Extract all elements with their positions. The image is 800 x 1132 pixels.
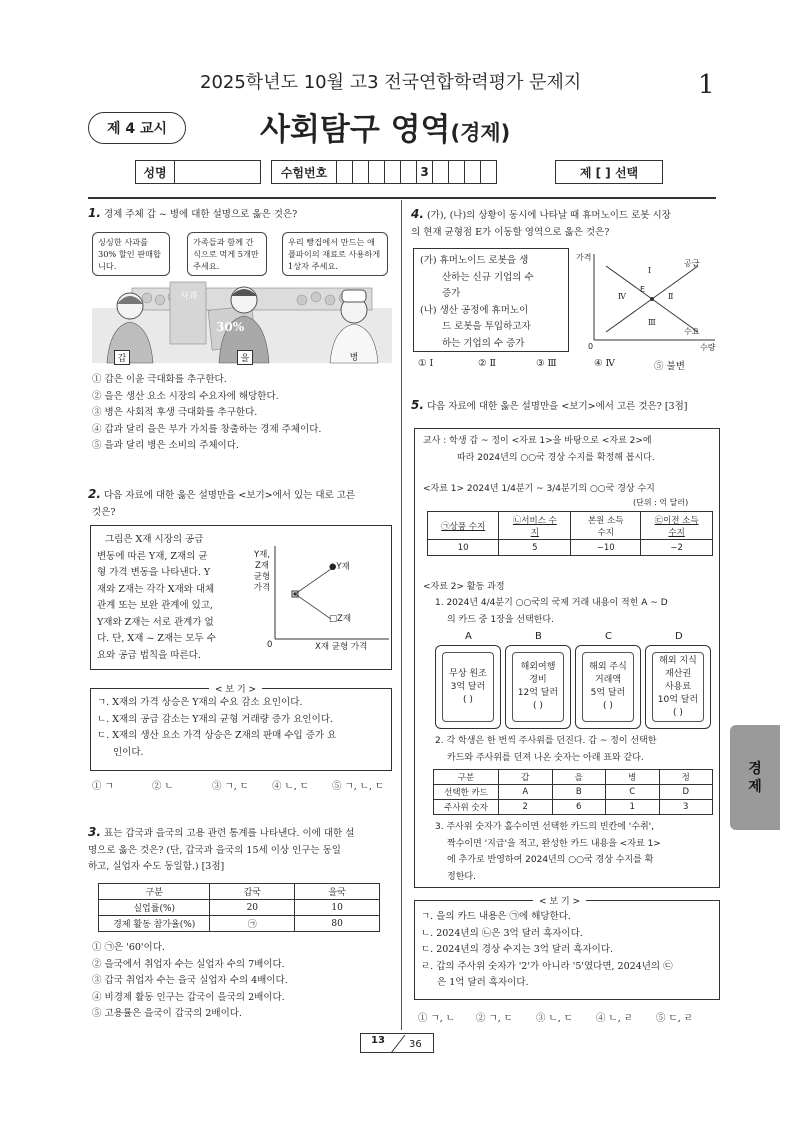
q5-t2-td: 3 xyxy=(659,800,713,815)
q3-td: ㉠ xyxy=(210,916,295,932)
q4-graph-demand: 수요 xyxy=(684,327,700,336)
q2-stem xyxy=(88,486,393,521)
q2-graph-xlabel: X재 균형 가격 xyxy=(315,642,368,652)
q5-data1-th xyxy=(571,512,641,540)
q4-region-2: Ⅱ xyxy=(668,292,674,301)
q2-option-3[interactable]: ③ ㄱ, ㄷ xyxy=(212,781,249,792)
q2-bogi-item: ㄷ. X재의 생산 요소 가격 상승은 Z재의 판매 수입 증가 요 xyxy=(97,730,337,741)
q5-card-text: ( ) xyxy=(603,701,613,711)
q5-card-text: ( ) xyxy=(463,694,473,705)
q5-teacher-line: 교사 : 학생 갑 ~ 정이 <자료 1>을 바탕으로 <자료 2>에 xyxy=(423,436,652,446)
q1-option-2[interactable]: ② 을은 생산 요소 시장의 수요자에 해당한다. xyxy=(92,390,279,402)
q2-bogi-item: ㄱ. X재의 가격 상승은 Y재의 수요 감소 요인이다. xyxy=(97,697,303,708)
q5-step2-line: 카드와 주사위를 던져 나온 숫자는 아래 표와 같다. xyxy=(447,752,644,763)
q5-option-4[interactable]: ④ ㄴ, ㄹ xyxy=(596,1013,633,1024)
q3-option-2[interactable]: ② 을국에서 취업자 수는 실업자 수의 7배이다. xyxy=(92,958,285,970)
q2-option-1[interactable]: ① ㄱ xyxy=(92,781,114,792)
q2-ylabel-line: Z재 xyxy=(254,561,270,571)
q5-card-a-label: A xyxy=(465,631,472,642)
q3-stem xyxy=(88,824,393,876)
q4-stem-line: (가), (나)의 상황이 동시에 나타날 때 휴머노이드 로봇 시장 xyxy=(426,210,671,221)
q3-stem-line: 하고, 실업자 수도 동일함.) [3점] xyxy=(88,861,225,872)
q5-stem-text: 다음 자료에 대한 옳은 설명만을 <보기>에서 고른 것은? [3점] xyxy=(426,401,688,412)
q5-t2-th: 을 xyxy=(552,770,606,785)
q1-person-gab-label: 갑 xyxy=(114,350,130,365)
q5-data1-unit: (단위 : 억 달러) xyxy=(633,498,689,507)
q2-desc-line: 그림은 X재 시장의 공급 xyxy=(105,534,204,545)
q5-th-text: ㉢이전 소득 수지 xyxy=(654,515,699,538)
q4-na-line: 하는 기업의 수 증가 xyxy=(442,337,525,349)
exam-no-cell[interactable] xyxy=(385,161,401,184)
side-tab-char: 제 xyxy=(748,778,762,795)
q2-desc-line: 관계 또는 보완 관계에 있고, xyxy=(97,600,214,611)
q2-desc-line: 형 가격 변동을 나타낸다. Y xyxy=(97,567,211,578)
q5-card-d[interactable] xyxy=(645,645,711,729)
q3-td: 경제 활동 참가율(%) xyxy=(99,916,210,932)
q5-t2-td: 2 xyxy=(499,800,553,815)
q4-graph-supply: 공급 xyxy=(684,259,700,268)
q3-option-3[interactable]: ③ 갑국 취업자 수는 을국 실업자 수의 4배이다. xyxy=(92,975,288,986)
q2-bogi-box xyxy=(90,685,392,771)
name-label: 성명 xyxy=(136,161,175,184)
q5-options xyxy=(418,1010,718,1026)
q3-stem-line: 표는 갑국과 을국의 고용 관련 통계를 나타낸다. 이에 대한 설 xyxy=(103,828,355,839)
exam-no-digit: 3 xyxy=(417,161,433,184)
q1-sale-text: 30% xyxy=(216,320,245,334)
exam-no-cell[interactable] xyxy=(481,161,497,184)
q2-ylabel-line: 가격 xyxy=(253,583,271,593)
q1-option-3[interactable]: ③ 병은 사회적 후생 극대화를 추구한다. xyxy=(92,407,258,418)
q5-data1-td: −2 xyxy=(641,540,713,556)
q3-options xyxy=(92,940,392,1023)
q5-data2-title: <자료 2> 활동 과정 xyxy=(423,582,505,592)
q1-option-4[interactable]: ④ 갑과 달리 을은 부가 가치를 창출하는 경제 주체이다. xyxy=(92,423,322,435)
q4-region-1: Ⅰ xyxy=(648,266,652,275)
exam-no-cell[interactable] xyxy=(433,161,449,184)
info-row xyxy=(135,160,665,184)
q5-t2-th: 갑 xyxy=(499,770,553,785)
subject-main: 사회탐구 영역 xyxy=(260,112,451,148)
q1-stem: 경제 주체 갑 ~ 병에 대한 설명으로 옳은 것은? xyxy=(103,209,298,220)
q5-data1-title: <자료 1> 2024년 1/4분기 ~ 3/4분기의 ○○국 경상 수지 xyxy=(423,484,655,494)
q3-option-4[interactable]: ④ 비경제 활동 인구는 갑국이 을국의 2배이다. xyxy=(92,991,285,1003)
q5-table2 xyxy=(433,769,713,815)
q5-data1-td: 5 xyxy=(499,540,571,556)
q5-card-text: 재산권 xyxy=(664,668,692,679)
q5-step1-line: 1. 2024년 4/4분기 ○○국의 국제 거래 내용이 적힌 A ~ D xyxy=(435,598,668,608)
q3-stem-line: 명으로 옳은 것은? (단, 갑국과 을국의 15세 이상 인구는 동일 xyxy=(88,844,341,856)
q4-graph-ylabel: 가격 xyxy=(576,253,592,262)
q1-bubble-gab: 싱싱한 사과를 30% 할인 판매합니다. xyxy=(92,232,170,276)
q5-data1-th xyxy=(428,512,499,540)
q5-t2-td: C xyxy=(606,785,660,800)
q3-option-5[interactable]: ⑤ 고용률은 을국이 갑국의 2배이다. xyxy=(92,1008,242,1019)
q1-illustration xyxy=(92,228,392,368)
q3-td: 실업률(%) xyxy=(99,900,210,916)
q3-number: 3. xyxy=(88,825,101,839)
q4-graph-xlabel: 수량 xyxy=(700,343,716,352)
q5-bogi-title: < 보 기 > xyxy=(533,894,586,907)
q4-na-line: (나) 생산 공정에 휴머노이 xyxy=(420,304,529,316)
q2-desc-line: 다. 단, X재 ~ Z재는 모두 수 xyxy=(97,633,216,644)
q5-step3-line: 정한다. xyxy=(447,871,476,882)
q2-ylabel-line: Y재, xyxy=(253,550,271,560)
q4-option-5[interactable]: ⑤ 불변 xyxy=(654,361,685,372)
q5-bogi-item: 은 1억 달러 흑자이다. xyxy=(437,977,529,988)
q5-t2-th: 구분 xyxy=(434,770,499,785)
q1-bubble-eul: 가족들과 함께 간식으로 먹게 5개만 주세요. xyxy=(187,232,267,276)
q5-card-b[interactable] xyxy=(505,645,571,729)
q5-option-3[interactable]: ③ ㄴ, ㄷ xyxy=(536,1013,573,1024)
q5-card-c-label: C xyxy=(605,631,612,642)
exam-no-cell[interactable] xyxy=(401,161,417,184)
choice-label[interactable]: 제 [ ] 선택 xyxy=(556,161,663,184)
q1-sign-text: 사과 xyxy=(180,292,198,302)
q2-description xyxy=(97,532,245,664)
q4-options xyxy=(418,358,718,374)
q3-td: 20 xyxy=(210,900,295,916)
q2-option-4[interactable]: ④ ㄴ, ㄷ xyxy=(272,781,309,792)
q2-bogi-item: ㄴ. X재의 공급 감소는 Y재의 균형 거래량 증가 요인이다. xyxy=(97,713,333,725)
q4-option-2[interactable]: ② Ⅱ xyxy=(478,358,496,369)
q4-stem xyxy=(411,206,717,241)
q3-table xyxy=(98,883,380,932)
q5-t2-td: 주사위 숫자 xyxy=(434,800,499,815)
footer-total: 36 xyxy=(409,1039,422,1050)
q5-card-text: 사용료 xyxy=(664,681,692,692)
page-number: 1 xyxy=(698,70,715,100)
q4-stem-line: 의 현재 균형점 E가 이동할 영역으로 옳은 것은? xyxy=(411,226,610,238)
q1-person-eul-label: 을 xyxy=(237,350,253,365)
footer-page: 13 xyxy=(371,1035,385,1046)
exam-no-cell[interactable] xyxy=(337,161,353,184)
q4-graph-point: E xyxy=(640,285,646,294)
side-tab-char: 경 xyxy=(748,760,762,777)
header-rule xyxy=(88,197,716,199)
exam-title: 2025학년도 10월 고3 전국연합학력평가 문제지 xyxy=(200,72,582,93)
q2-desc-line: Y재와 Z재는 서로 관계가 없 xyxy=(97,616,214,628)
q5-data-box xyxy=(414,428,720,888)
q5-number: 5. xyxy=(411,398,424,412)
q5-th-text: 본원 소득 수지 xyxy=(587,515,624,538)
q2-z-series-label: □Z재 xyxy=(329,614,352,624)
q5-card-c[interactable] xyxy=(575,645,641,729)
q2-desc-line: 요와 공급 법칙을 따른다. xyxy=(97,649,201,661)
market-scene xyxy=(92,228,392,368)
q2-ylabel-line: 균형 xyxy=(253,572,271,582)
q2-graph-origin: 0 xyxy=(267,640,273,650)
q5-card-text: ( ) xyxy=(533,701,543,711)
q1-person-byeong-label: 병 xyxy=(349,353,359,363)
q5-card-text: 해외여행 xyxy=(520,662,556,672)
q3-th: 구분 xyxy=(99,884,210,900)
q4-ga-line: 산하는 신규 기업의 수 xyxy=(442,271,534,283)
q4-graph-origin: 0 xyxy=(588,342,594,351)
q2-stem-line2: 것은? xyxy=(92,506,116,518)
subject-sub: (경제) xyxy=(450,121,511,145)
q5-card-text: 무상 원조 xyxy=(449,668,487,679)
q5-card-text: ( ) xyxy=(673,707,683,718)
subject-side-tab xyxy=(730,725,780,830)
q5-card-text: 경비 xyxy=(529,675,547,685)
q1-option-5[interactable]: ⑤ 을과 달리 병은 소비의 주체이다. xyxy=(92,440,239,451)
q4-na-line: 드 로봇을 투입하고자 xyxy=(442,321,531,332)
q2-number: 2. xyxy=(88,487,101,501)
q5-card-text: 해외 주식 xyxy=(589,662,627,672)
exam-no-cell[interactable] xyxy=(465,161,481,184)
q3-td: 80 xyxy=(295,916,380,932)
q5-data1-td: −10 xyxy=(571,540,641,556)
q5-option-2[interactable]: ② ㄱ, ㄷ xyxy=(476,1013,513,1024)
q4-number: 4. xyxy=(411,207,424,221)
q2-y-series-label: ●Y재 xyxy=(329,562,350,572)
q5-step3-line: 짝수이면 '지급'을 적고, 완성한 카드 내용을 <자료 1> xyxy=(447,838,661,849)
q4-option-4[interactable]: ④ Ⅳ xyxy=(594,358,616,369)
q2-bogi-title: < 보 기 > xyxy=(209,682,262,695)
q5-t2-th: 정 xyxy=(659,770,713,785)
q3-option-1[interactable]: ① ㉠은 '60'이다. xyxy=(92,942,165,953)
q5-step3-line: 에 추가로 반영하여 2024년의 ○○국 경상 수지를 확 xyxy=(447,855,654,865)
q4-option-3[interactable]: ③ Ⅲ xyxy=(536,358,557,369)
q1-number: 1. xyxy=(88,206,101,220)
q1-options xyxy=(92,372,392,455)
q5-option-1[interactable]: ① ㄱ, ㄴ xyxy=(418,1013,455,1024)
q5-t2-td: A xyxy=(499,785,553,800)
q5-bogi-item: ㄹ. 갑의 주사위 숫자가 '2'가 아니라 '5'였다면, 2024년의 ㉢ xyxy=(421,960,673,972)
q5-data1-th xyxy=(499,512,571,540)
q5-t2-td: 6 xyxy=(552,800,606,815)
q5-stem xyxy=(411,398,721,412)
q5-data1-td: 10 xyxy=(428,540,499,556)
name-field[interactable] xyxy=(175,161,261,184)
q5-step2-line: 2. 각 학생은 한 번씩 주사위를 던진다. 갑 ~ 정이 선택한 xyxy=(435,736,657,746)
q5-th-text: ㉠상품 수지 xyxy=(441,521,486,532)
q5-option-5[interactable]: ⑤ ㄷ, ㄹ xyxy=(656,1013,693,1024)
q5-card-text: 5억 달러 xyxy=(590,688,626,698)
q5-card-text: 12억 달러 xyxy=(517,688,559,698)
subject-title xyxy=(260,104,510,149)
q2-stem-line1: 다음 자료에 대한 옳은 설명만을 <보기>에서 있는 대로 고른 xyxy=(103,490,356,501)
q5-bogi-item: ㄴ. 2024년의 ㉡은 3억 달러 흑자이다. xyxy=(421,927,583,939)
q5-card-text: 거래액 xyxy=(594,675,622,685)
q5-th-text: ㉡서비스 수지 xyxy=(512,515,557,538)
q3-td: 10 xyxy=(295,900,380,916)
q4-ga-line: (가) 휴머노이드 로봇을 생 xyxy=(420,255,529,266)
q5-card-text: 해외 지식 xyxy=(659,655,697,666)
period-badge xyxy=(88,112,186,144)
q5-t2-td: B xyxy=(552,785,606,800)
q5-data1-th xyxy=(641,512,713,540)
q4-option-1[interactable]: ① Ⅰ xyxy=(418,358,434,369)
q4-ga-line: 증가 xyxy=(442,288,461,299)
exam-no-label: 수험번호 xyxy=(272,161,337,184)
q3-th: 을국 xyxy=(295,884,380,900)
q2-desc-line: 재와 Z재는 각각 X재와 대체 xyxy=(97,583,215,595)
q5-teacher-line: 따라 2024년의 ○○국 경상 수지를 확정해 봅시다. xyxy=(457,452,655,463)
q5-t2-td: D xyxy=(659,785,713,800)
q5-bogi-box xyxy=(414,897,720,1000)
exam-no-cell[interactable] xyxy=(449,161,465,184)
q3-th: 갑국 xyxy=(210,884,295,900)
q5-card-text: 3억 달러 xyxy=(450,681,486,692)
q2-desc-line: 변동에 따른 Y재, Z재의 균 xyxy=(97,550,208,562)
q1-option-1[interactable]: ① 갑은 이윤 극대화를 추구한다. xyxy=(92,374,227,385)
q5-data1-table xyxy=(427,511,713,556)
q5-bogi-item: ㄷ. 2024년의 경상 수지는 3억 달러 흑자이다. xyxy=(421,944,614,955)
q5-t2-th: 병 xyxy=(606,770,660,785)
q4-region-3: Ⅲ xyxy=(648,318,656,327)
q5-t2-td: 1 xyxy=(606,800,660,815)
q2-bogi-item: 인이다. xyxy=(113,746,144,758)
q5-bogi-item: ㄱ. 을의 카드 내용은 ㉠에 해당한다. xyxy=(421,911,571,922)
q2-option-2[interactable]: ② ㄴ xyxy=(152,781,174,792)
footer-page-box xyxy=(360,1033,434,1053)
q2-option-5[interactable]: ⑤ ㄱ, ㄴ, ㄷ xyxy=(332,781,385,792)
q2-options xyxy=(92,778,392,794)
q5-step3-line: 3. 주사위 숫자가 홀수이면 선택한 카드의 빈칸에 '수취', xyxy=(435,822,654,832)
q5-step1-line: 의 카드 중 1장을 선택한다. xyxy=(447,614,554,625)
q2-data-box xyxy=(90,525,392,670)
q4-situation-box xyxy=(413,248,569,352)
exam-no-cell[interactable] xyxy=(353,161,369,184)
q5-t2-td: 선택한 카드 xyxy=(434,785,499,800)
q5-card-d-label: D xyxy=(675,631,683,642)
q5-card-text: 10억 달러 xyxy=(657,694,699,705)
q4-region-4: Ⅳ xyxy=(618,292,626,301)
period-label: 제 4 교시 xyxy=(106,121,168,137)
q5-card-a[interactable] xyxy=(435,645,501,729)
column-divider xyxy=(401,200,402,1030)
q1-bubble-byeong: 우리 빵집에서 만드는 애플파이의 재료로 사용하게 1상자 주세요. xyxy=(282,232,388,276)
exam-no-cell[interactable] xyxy=(369,161,385,184)
q5-card-b-label: B xyxy=(535,631,542,642)
